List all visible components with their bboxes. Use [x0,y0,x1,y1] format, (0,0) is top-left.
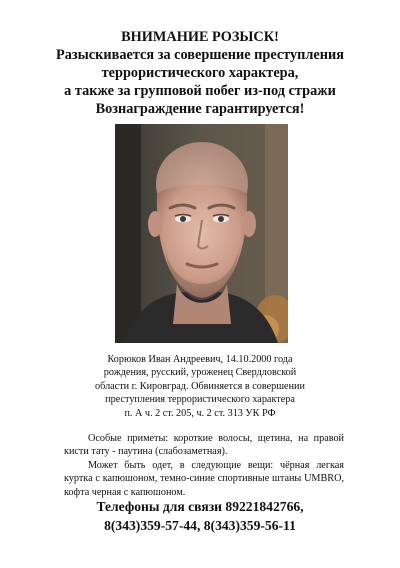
caption-line-5: п. А ч. 2 ст. 205, ч. 2 ст. 313 УК РФ [124,407,276,419]
caption-line-2: рождения, русский, уроженец Свердловской [103,367,297,379]
suspect-photo [115,124,288,343]
header-line-3: а также за групповой побег из-под стражи [64,83,336,99]
header-title: ВНИМАНИЕ РОЗЫСК! [121,29,279,45]
header-line-1: Разыскивается за совершение преступления [56,47,344,63]
caption-line-3: области г. Кировград. Обвиняется в совершении [95,380,305,392]
phones-line-2: 8(343)359-57-44, 8(343)359-56-11 [104,518,296,533]
phones-line-1: Телефоны для связи 89221842766, [96,499,304,514]
suspect-features [64,432,344,499]
caption-line-1: Корюков Иван Андреевич, 14.10.2000 года [107,354,293,365]
header-line-2: террористического характера, [101,65,299,81]
header-reward-line: Вознаграждение гарантируется! [95,101,305,117]
portrait-illustration [115,124,288,343]
suspect-description [60,353,340,420]
caption-line-4: преступления террористического характера [105,394,295,406]
contact-phones [20,497,380,535]
clothing-paragraph: Может быть одет, в следующие вещи: чёрная легкая куртка с капюшоном, темно-синие спортивные штаны UMBRO, кофта черная с капюшоном. [64,459,344,498]
special-marks-paragraph: Особые приметы: короткие волосы, щетина, на правой кисти тату - паутина (слабозаметная). [64,433,344,458]
poster-header [20,28,380,118]
